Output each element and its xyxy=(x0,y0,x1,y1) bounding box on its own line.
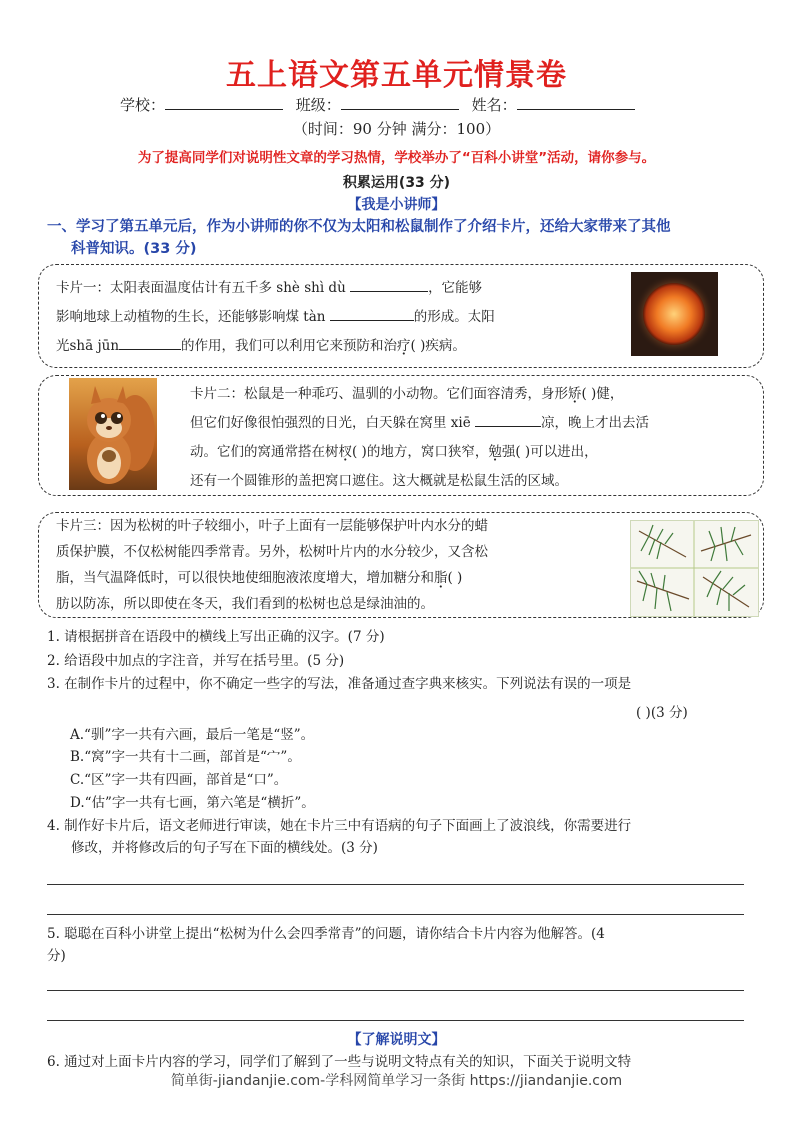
sun-image xyxy=(631,272,718,356)
question-1-prompt xyxy=(47,216,752,260)
answer-line-5b[interactable] xyxy=(47,1020,744,1021)
question-1-1: 1. 请根据拼音在语段中的横线上写出正确的汉字。(7 分) xyxy=(47,629,385,645)
card-sun-text: 卡片一：太阳表面温度估计有五千多 shè shì dù ，它能够 影响地球上动植物的生长，还能够影响煤 tàn 的形成。太阳 光shā jūn 的作用，我们可以利用它来预防和治疗( )疾病。 xyxy=(56,274,616,361)
question-1-4-line2: 修改，并将修改后的句子写在下面的横线处。(3 分) xyxy=(71,840,378,856)
school-blank[interactable] xyxy=(165,93,283,110)
option-b[interactable]: B.“窝”字一共有十二画，部首是“宀”。 xyxy=(70,749,301,765)
pine-image xyxy=(630,520,759,617)
class-blank[interactable] xyxy=(341,93,459,110)
option-a[interactable]: A.“驯”字一共有六画，最后一笔是“竖”。 xyxy=(70,727,315,743)
blank-sheshidu[interactable] xyxy=(350,277,428,292)
card-pine-text: 卡片三：因为松树的叶子较细小，叶子上面有一层能够保护叶内水分的蜡 质保护膜，不仅松树能四季常青。另外，松树叶片内的水分较少，又含松 脂，当气温降低时，可以很快地使细胞液浓度增大，增加糖分和脂( ) 肪以防冻，所以即使在冬天，我们看到的松树也总是绿油油的。 xyxy=(56,518,488,612)
subsection-heading-2: 【了解说明文】 xyxy=(347,1032,446,1048)
footer-watermark: 简单街-jiandanjie.com-学科网简单学习一条街 https://jiandanjie.com xyxy=(170,1073,623,1089)
blank-xie[interactable] xyxy=(475,412,541,427)
question-1-2: 2. 给语段中加点的字注音，并写在括号里。(5 分) xyxy=(47,653,345,669)
blank-shajun[interactable] xyxy=(119,335,181,350)
question-1-line2: 科普知识。(33 分) xyxy=(71,241,197,257)
squirrel-image xyxy=(69,378,157,490)
option-c[interactable]: C.“区”字一共有四画，部首是“口”。 xyxy=(70,772,288,788)
answer-line-4a[interactable] xyxy=(47,884,744,885)
question-1-5-line2: 分) xyxy=(47,948,66,964)
name-label: 姓名： xyxy=(471,96,517,114)
name-blank[interactable] xyxy=(517,93,635,110)
blank-tan[interactable] xyxy=(330,306,414,321)
answer-line-5a[interactable] xyxy=(47,990,744,991)
subsection-heading: 【我是小讲师】 xyxy=(347,197,446,213)
question-1-5-line1: 5. 聪聪在百科小讲堂上提出“松树为什么会四季常青”的问题，请你结合卡片内容为他解答。(4 xyxy=(47,926,605,942)
question-1-3: 3. 在制作卡片的过程中，你不确定一些字的写法，准备通过查字典来核实。下列说法有误的一项是 xyxy=(47,676,632,692)
question-1-3-answer[interactable]: ( )(3 分) xyxy=(636,705,688,721)
section-heading: 积累运用(33 分) xyxy=(342,175,451,191)
question-1-4-line1: 4. 制作好卡片后，语文老师进行审读，她在卡片三中有语病的句子下面画上了波浪线，你需要进行 xyxy=(47,818,632,834)
exam-time-info: （时间：90 分钟 满分：100） xyxy=(292,120,501,138)
question-1-6: 6. 通过对上面卡片内容的学习，同学们了解到了一些与说明文特点有关的知识，下面关于说明文特 xyxy=(47,1054,632,1070)
question-1-line1: 一、学习了第五单元后，作为小讲师的你不仅为太阳和松鼠制作了介绍卡片，还给大家带来了其他 xyxy=(47,219,671,235)
student-info-row xyxy=(120,93,635,115)
class-label: 班级： xyxy=(295,96,341,114)
option-d[interactable]: D.“估”字一共有七画，第六笔是“横折”。 xyxy=(70,795,315,811)
school-label: 学校： xyxy=(120,96,166,114)
activity-notice: 为了提高同学们对说明性文章的学习热情，学校举办了“百科小讲堂”活动，请你参与。 xyxy=(137,150,656,166)
page-title: 五上语文第五单元情景卷 xyxy=(226,58,567,93)
answer-line-4b[interactable] xyxy=(47,914,744,915)
card-squirrel-text: 卡片二：松鼠是一种乖巧、温驯的小动物。它们面容清秀，身形矫( )健， 但它们好像很怕强烈的日光，白天躲在窝里 xiē 凉，晚上才出去活 动。它们的窝通常搭在树杈( )的地方，窝口狭窄，勉强( )可以进出， 还有一个圆锥形的盖把窝口遮住。这大概就是松鼠生活的区域。 xyxy=(190,386,650,489)
